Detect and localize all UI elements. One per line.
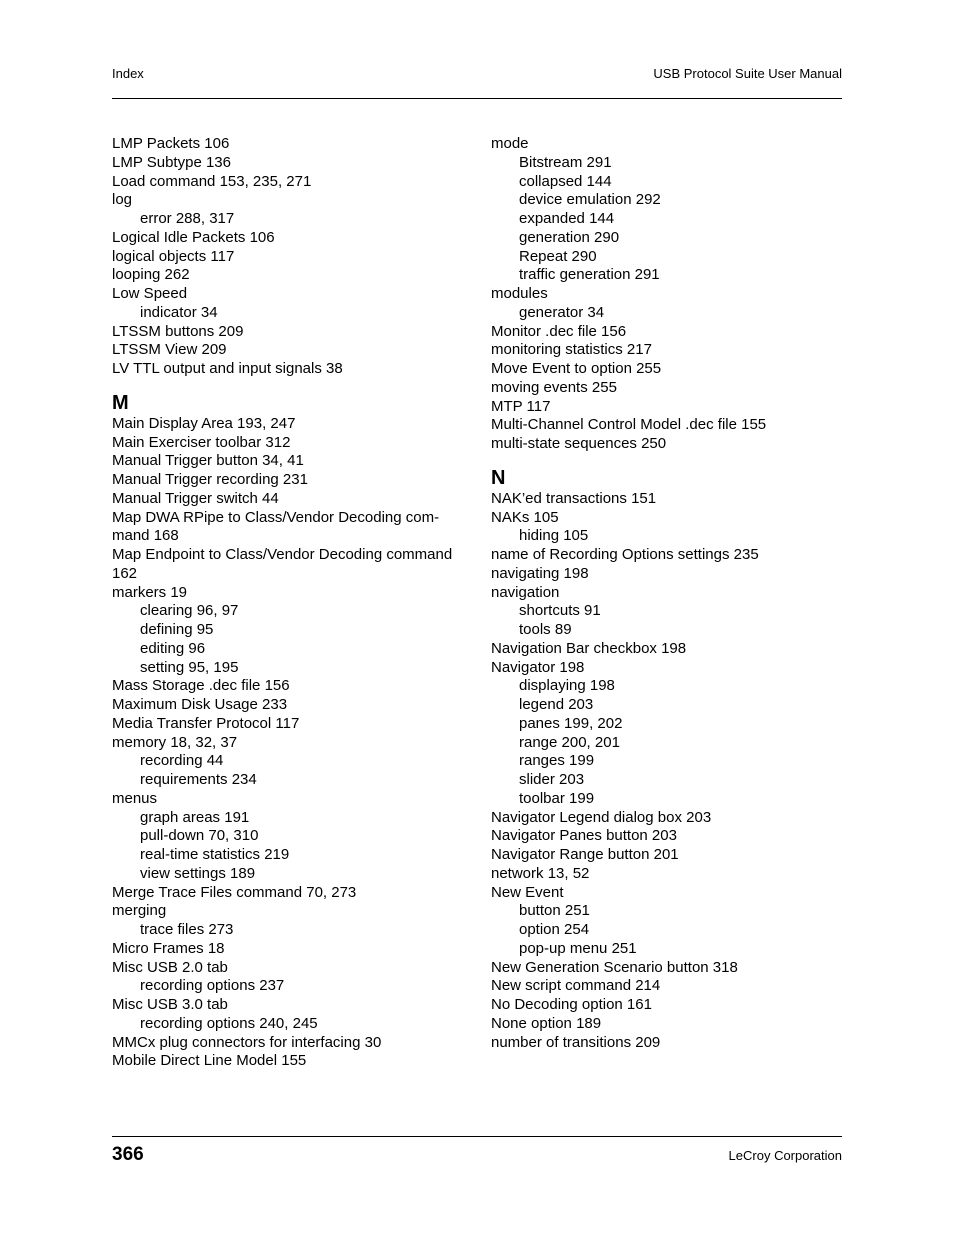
index-entry: NAKs 105 <box>491 508 559 526</box>
index-subentry: shortcuts 91 <box>519 602 601 620</box>
index-column-right <box>491 135 843 1052</box>
index-subentry: requirements 234 <box>140 771 257 788</box>
header-manual-title: USB Protocol Suite User Manual <box>653 66 842 81</box>
index-entry: New Event <box>491 883 564 901</box>
index-entry: Manual Trigger recording 231 <box>112 471 308 488</box>
index-entry: Misc USB 2.0 tab <box>112 958 228 976</box>
index-subentry: hiding 105 <box>519 527 589 545</box>
index-entry: MTP 117 <box>491 397 551 415</box>
index-subentry: real-time statistics 219 <box>140 846 290 863</box>
index-entry: Monitor .dec file 156 <box>491 322 627 340</box>
index-entry: looping 262 <box>112 266 190 284</box>
index-subentry: setting 95, 195 <box>140 658 239 676</box>
index-subentry: graph areas 191 <box>140 808 250 826</box>
index-entry: modules <box>491 285 548 302</box>
index-subentry: tools 89 <box>519 621 572 638</box>
index-subentry: panes 199, 202 <box>519 714 623 732</box>
index-entry: Navigator Panes button 203 <box>491 827 677 845</box>
index-entry: network 13, 52 <box>491 864 590 882</box>
index-subentry: option 254 <box>519 921 590 938</box>
index-entry: 162 <box>112 564 138 582</box>
index-subentry: ranges 199 <box>519 752 595 770</box>
index-entry: Map Endpoint to Class/Vendor Decoding command <box>112 546 453 563</box>
index-entry: mode <box>491 135 529 152</box>
index-subentry: traffic generation 291 <box>519 266 660 284</box>
index-entry: New script command 214 <box>491 977 661 995</box>
index-section-letter: M <box>112 391 129 414</box>
index-subentry: button 251 <box>519 902 590 920</box>
index-subentry: generation 290 <box>519 228 620 246</box>
index-subentry: defining 95 <box>140 621 214 638</box>
index-entry: navigation <box>491 583 560 601</box>
index-subentry: indicator 34 <box>140 303 218 321</box>
footer-divider <box>112 1136 842 1137</box>
index-subentry: expanded 144 <box>519 210 615 227</box>
index-subentry: collapsed 144 <box>519 172 612 190</box>
index-subentry: recording options 240, 245 <box>140 1014 318 1032</box>
index-subentry: displaying 198 <box>519 677 615 695</box>
index-entry: Main Exerciser toolbar 312 <box>112 433 291 451</box>
index-entry: NAK’ed transactions 151 <box>491 489 657 507</box>
index-entry: Multi-Channel Control Model .dec file 155 <box>491 416 767 434</box>
index-entry: Main Display Area 193, 247 <box>112 414 296 432</box>
header-divider <box>112 98 842 99</box>
index-entry: Navigator 198 <box>491 658 585 676</box>
index-subentry: trace files 273 <box>140 921 234 938</box>
index-entry: number of transitions 209 <box>491 1033 661 1051</box>
index-entry: Logical Idle Packets 106 <box>112 228 275 246</box>
index-entry: LTSSM View 209 <box>112 341 227 359</box>
index-subentry: view settings 189 <box>140 864 256 882</box>
index-entry: navigating 198 <box>491 564 589 582</box>
index-subentry: slider 203 <box>519 771 585 788</box>
index-entry: merging <box>112 902 167 920</box>
index-entry: Media Transfer Protocol 117 <box>112 714 300 732</box>
index-entry: monitoring statistics 217 <box>491 341 652 359</box>
index-entry: multi-state sequences 250 <box>491 435 667 452</box>
index-entry: New Generation Scenario button 318 <box>491 958 738 976</box>
index-entry: MMCx plug connectors for interfacing 30 <box>112 1033 382 1051</box>
index-subentry: pull-down 70, 310 <box>140 827 259 845</box>
index-entry: Navigator Legend dialog box 203 <box>491 808 712 826</box>
index-column-left <box>112 135 464 1071</box>
index-subentry: toolbar 199 <box>519 789 595 807</box>
index-entry: Navigator Range button 201 <box>491 846 679 863</box>
index-entry: LMP Packets 106 <box>112 135 230 152</box>
index-subentry: pop-up menu 251 <box>519 939 637 957</box>
page-number: 366 <box>112 1144 144 1165</box>
index-subentry: device emulation 292 <box>519 191 661 209</box>
index-entry: Map DWA RPipe to Class/Vendor Decoding com- <box>112 508 440 526</box>
index-subentry: Repeat 290 <box>519 247 597 265</box>
index-entry: Load command 153, 235, 271 <box>112 172 312 190</box>
index-entry: markers 19 <box>112 583 188 601</box>
index-entry: Merge Trace Files command 70, 273 <box>112 883 357 901</box>
index-entry: Move Event to option 255 <box>491 360 662 377</box>
index-subentry: legend 203 <box>519 696 594 713</box>
index-entry: Misc USB 3.0 tab <box>112 996 228 1013</box>
index-entry: memory 18, 32, 37 <box>112 733 238 751</box>
index-entry: Mobile Direct Line Model 155 <box>112 1052 307 1070</box>
header-section-title: Index <box>112 66 144 81</box>
index-entry: Low Speed <box>112 285 188 302</box>
index-entry: moving events 255 <box>491 378 617 396</box>
index-entry: log <box>112 191 133 209</box>
index-subentry: Bitstream 291 <box>519 153 612 171</box>
index-entry: No Decoding option 161 <box>491 996 652 1013</box>
index-subentry: error 288, 317 <box>140 210 235 227</box>
index-entry: menus <box>112 789 158 807</box>
index-subentry: range 200, 201 <box>519 733 620 751</box>
index-entry: name of Recording Options settings 235 <box>491 546 759 563</box>
index-subentry: recording options 237 <box>140 977 285 995</box>
index-subentry: editing 96 <box>140 639 206 657</box>
index-entry: mand 168 <box>112 527 179 545</box>
index-entry: LMP Subtype 136 <box>112 153 231 171</box>
index-entry: Manual Trigger switch 44 <box>112 489 279 507</box>
index-entry: Maximum Disk Usage 233 <box>112 696 288 713</box>
index-entry: Mass Storage .dec file 156 <box>112 677 290 695</box>
index-section-letter: N <box>491 466 506 489</box>
index-entry: Micro Frames 18 <box>112 939 225 957</box>
index-subentry: clearing 96, 97 <box>140 602 239 620</box>
index-entry: LTSSM buttons 209 <box>112 322 244 340</box>
index-entry: Manual Trigger button 34, 41 <box>112 452 304 470</box>
index-entry: logical objects 117 <box>112 247 235 265</box>
index-subentry: recording 44 <box>140 752 224 770</box>
footer-company: LeCroy Corporation <box>728 1148 842 1163</box>
index-subentry: generator 34 <box>519 303 605 321</box>
index-entry: None option 189 <box>491 1014 602 1032</box>
index-entry: LV TTL output and input signals 38 <box>112 360 343 377</box>
index-entry: Navigation Bar checkbox 198 <box>491 639 687 657</box>
